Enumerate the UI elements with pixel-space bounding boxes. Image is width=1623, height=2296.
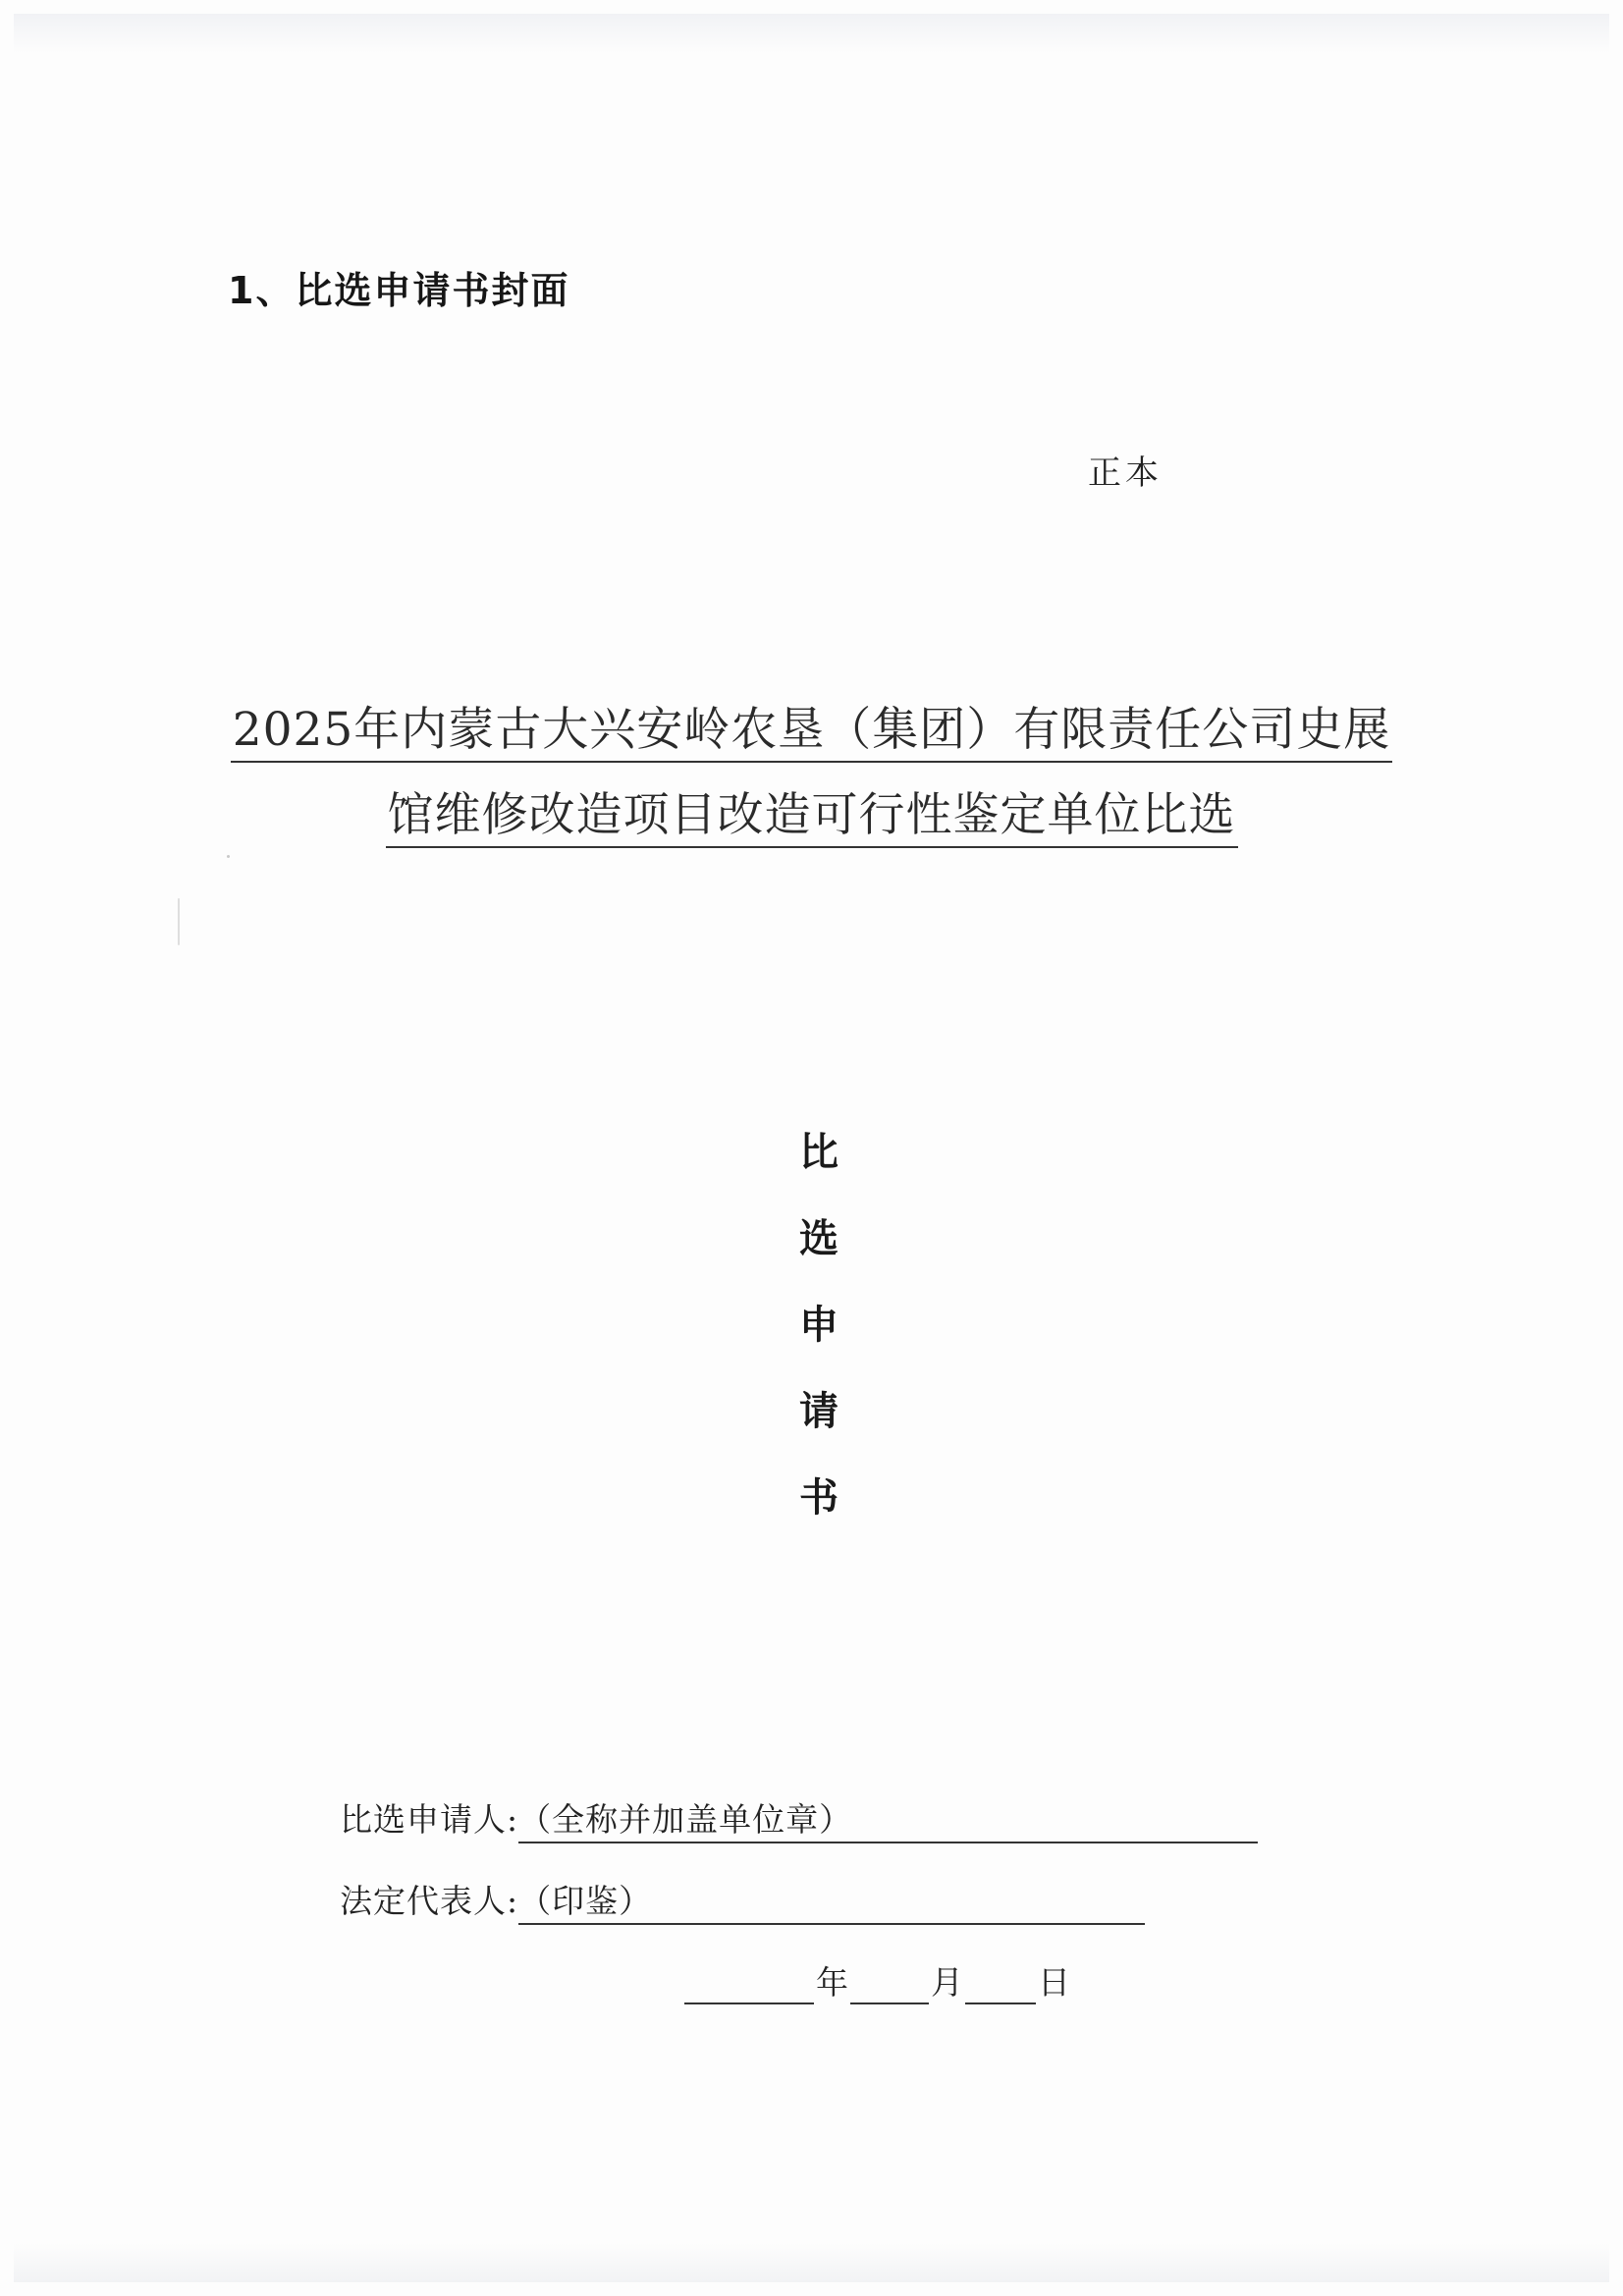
representative-row [340, 1876, 1145, 1925]
year-blank [684, 1963, 814, 2004]
day-unit: 日 [1038, 1963, 1070, 2002]
day-blank [965, 1963, 1036, 2004]
vertical-title-char: 申 [799, 1303, 839, 1348]
representative-label: 法定代表人: [340, 1882, 519, 1920]
month-unit: 月 [931, 1963, 963, 2002]
scan-speck [178, 898, 180, 945]
vertical-title-char: 书 [799, 1475, 839, 1521]
copy-mark: 正本 [1088, 454, 1163, 493]
vertical-title-char: 选 [799, 1216, 839, 1261]
month-blank [850, 1963, 929, 2004]
applicant-label: 比选申请人: [340, 1800, 519, 1839]
section-heading: 1、比选申请书封面 [228, 269, 570, 312]
vertical-title [789, 1109, 848, 1541]
scan-edge-bottom [14, 2243, 1609, 2282]
scan-speck [227, 855, 230, 858]
year-unit: 年 [816, 1963, 848, 2002]
project-title-line-2: 馆维修改造项目改造可行性鉴定单位比选 [386, 785, 1238, 848]
project-title [0, 687, 1623, 858]
project-title-line-1: 2025年内蒙古大兴安岭农垦（集团）有限责任公司史展 [231, 700, 1393, 763]
representative-field: （印鉴） [518, 1880, 1145, 1925]
applicant-field: （全称并加盖单位章） [518, 1798, 1258, 1843]
vertical-title-char: 比 [799, 1130, 839, 1175]
date-row [684, 1961, 1072, 2004]
applicant-row [340, 1794, 1258, 1843]
vertical-title-char: 请 [799, 1389, 839, 1434]
scan-edge-top [14, 14, 1609, 53]
